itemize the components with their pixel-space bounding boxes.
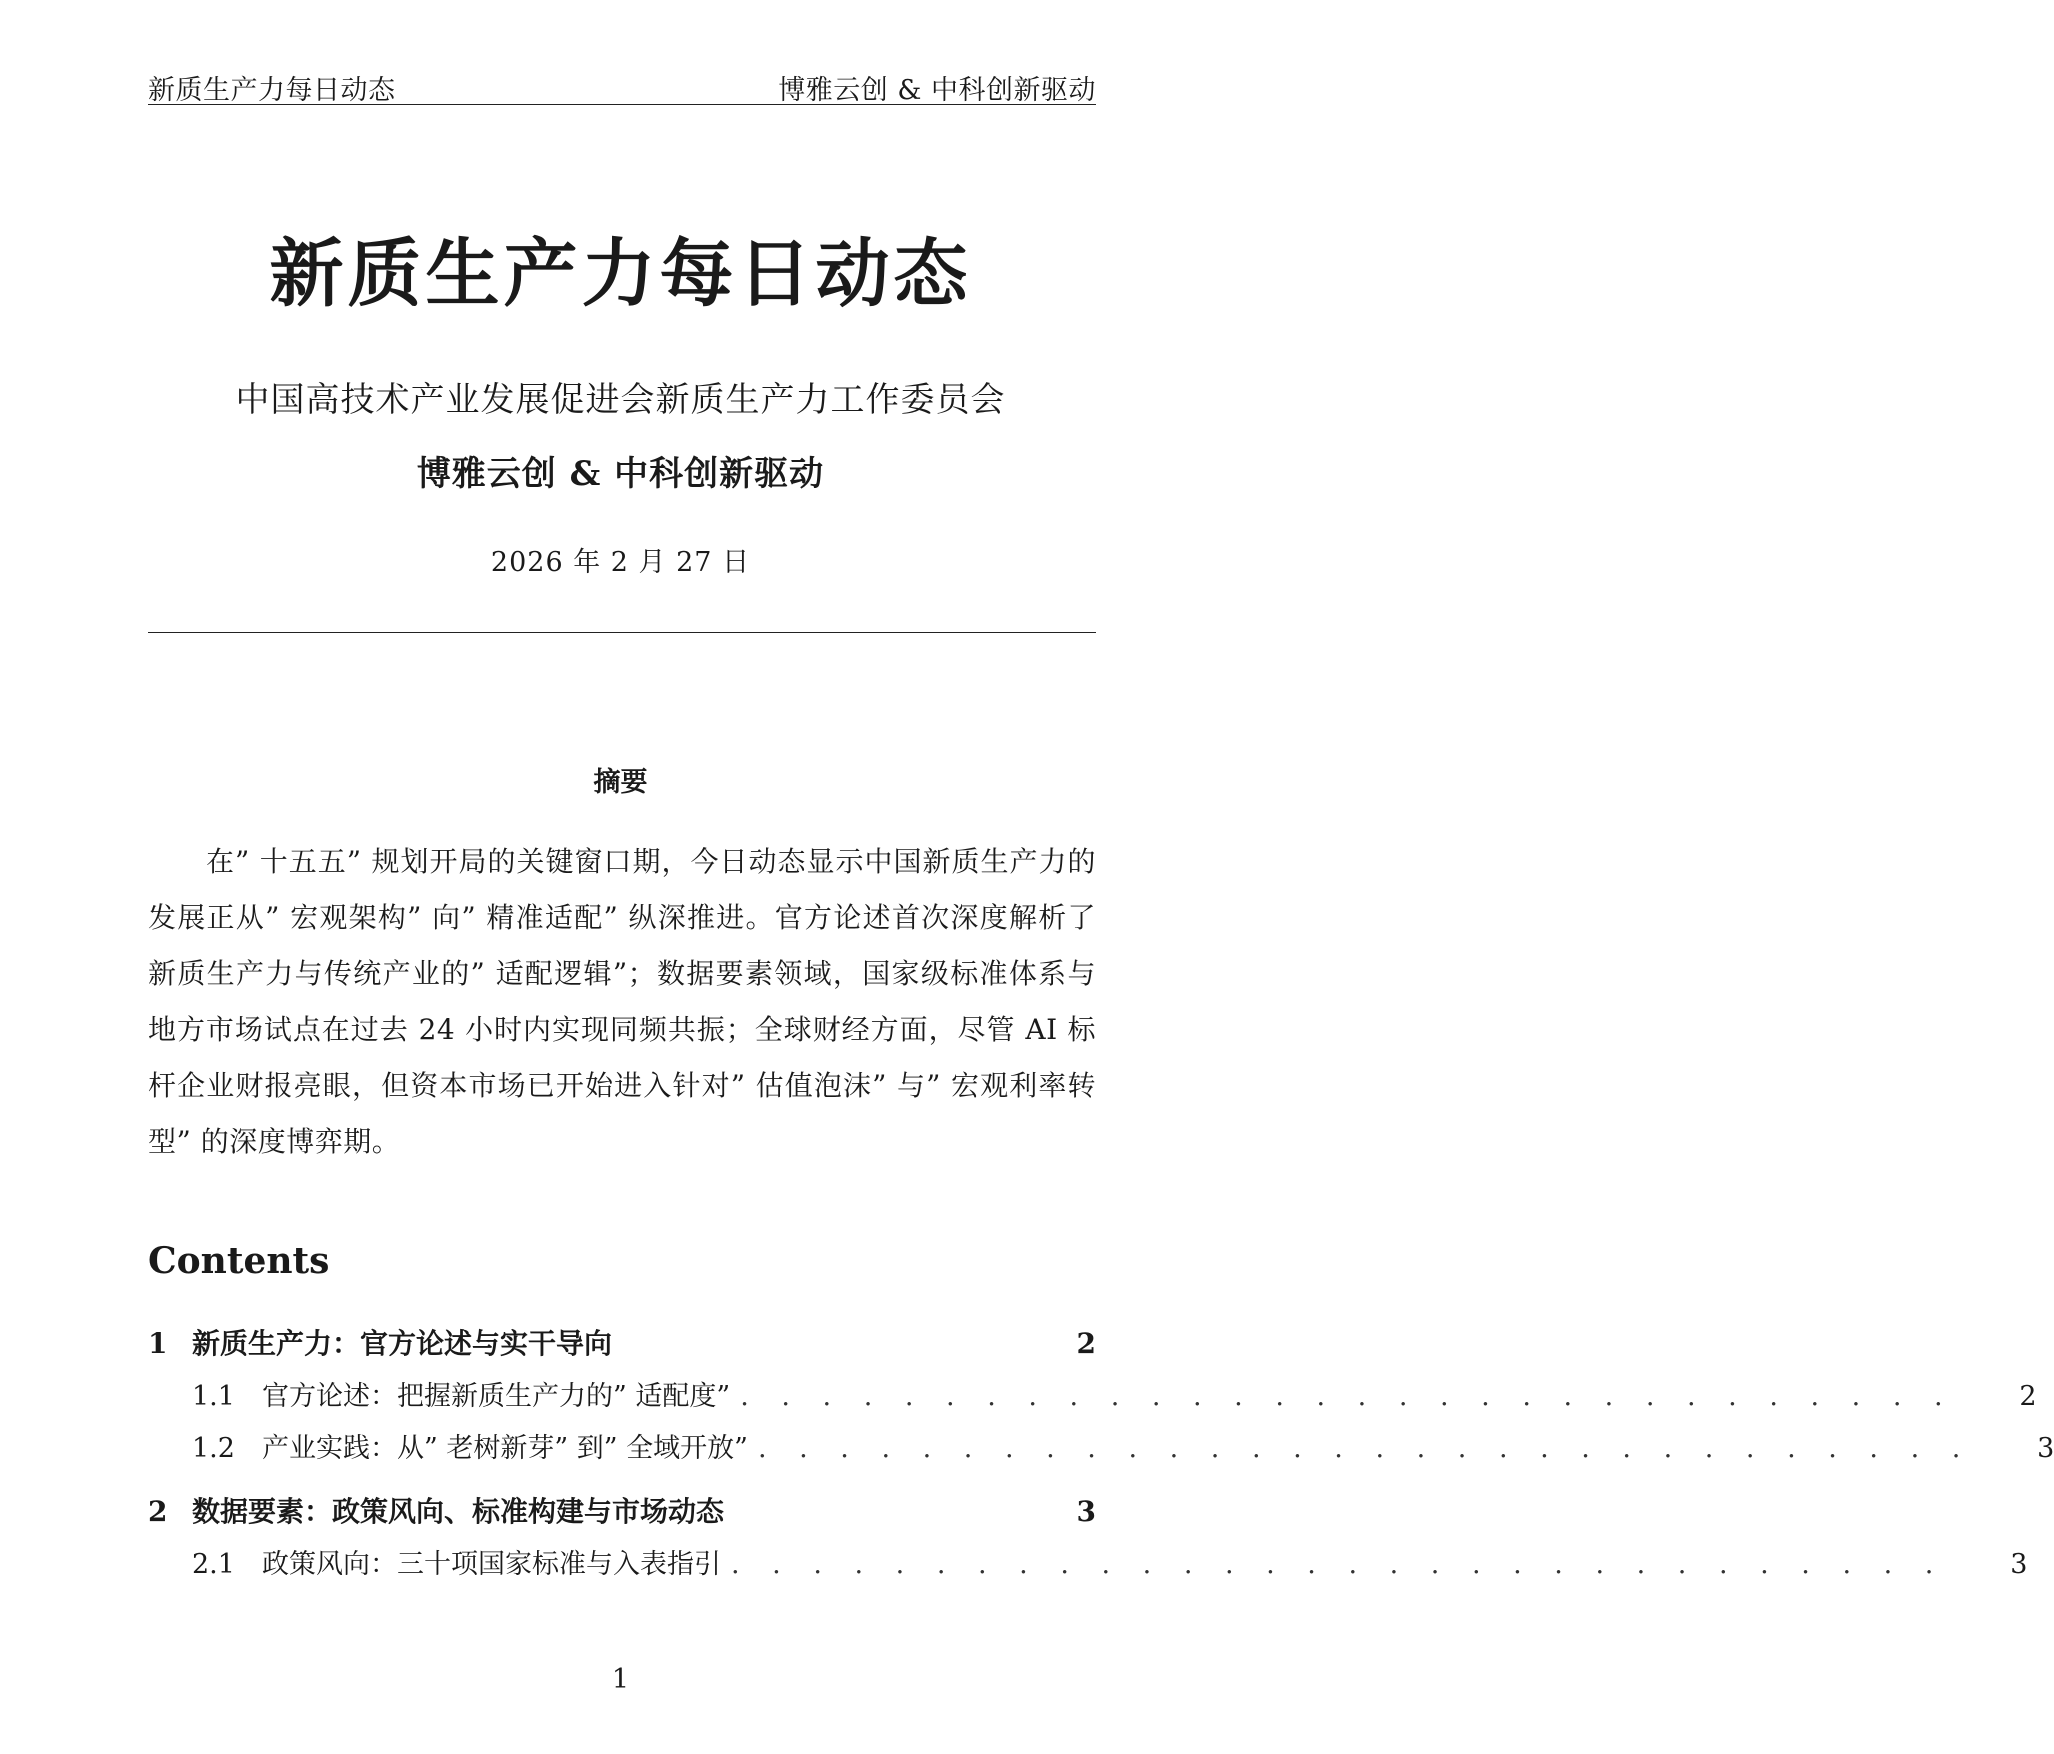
running-header bbox=[148, 64, 1096, 105]
toc-entry-page: 2 bbox=[1076, 1327, 1096, 1360]
toc-entry-number: 1.1 bbox=[192, 1381, 235, 1412]
toc-entry-title: 政策风向：三十项国家标准与入表指引 bbox=[262, 1549, 721, 1580]
toc-entry-section-1-2[interactable] bbox=[148, 1426, 2054, 1466]
toc-entry-title: 新质生产力：官方论述与实干导向 bbox=[192, 1327, 613, 1360]
toc-entry-number: 2 bbox=[148, 1495, 168, 1528]
toc-leader-dots: . . . . . . . . . . . . . . . . . . . . . . . . . . . . . . bbox=[757, 1433, 1973, 1464]
abstract-text: 在” 十五五” 规划开局的关键窗口期，今日动态显示中国新质生产力的发展正从” 宏观架构” 向” 精准适配” 纵深推进。官方论述首次深度解析了新质生产力与传统产业的” 适配逻辑”；数据要素领域，国家级标准体系与地方市场试点在过去 24 小时内实现同频共振；全球财经方面，尽管 AI 标杆企业财报亮眼，但资本市场已开始进入针对” 估值泡沫” 与” 宏观利率转型” 的深度博弈期。 bbox=[148, 845, 1096, 1158]
partner-names: 博雅云创 & 中科创新驱动 bbox=[416, 454, 825, 494]
header-left-title: 新质生产力每日动态 bbox=[148, 75, 396, 106]
toc-entry-number: 1 bbox=[148, 1327, 168, 1360]
toc-entry-section-1-1[interactable] bbox=[148, 1374, 2037, 1414]
toc-entry-page: 3 bbox=[2010, 1549, 2028, 1580]
toc-entry-section-2[interactable] bbox=[148, 1490, 1096, 1530]
toc-entry-page: 2 bbox=[2019, 1381, 2037, 1412]
toc-entry-number: 2.1 bbox=[192, 1549, 235, 1580]
toc-entry-title: 产业实践：从” 老树新芽” 到” 全域开放” bbox=[262, 1433, 748, 1464]
page-number: 1 bbox=[611, 1664, 630, 1695]
toc-entry-page: 3 bbox=[1076, 1495, 1096, 1528]
toc-entry-section-1[interactable] bbox=[148, 1322, 1096, 1362]
toc-entry-number: 1.2 bbox=[192, 1433, 235, 1464]
toc-entry-title: 官方论述：把握新质生产力的” 适配度” bbox=[262, 1381, 731, 1412]
abstract-heading: 摘要 bbox=[593, 767, 648, 798]
toc-entry-section-2-1[interactable] bbox=[148, 1542, 2028, 1582]
title-divider bbox=[148, 632, 1096, 633]
toc-leader-dots: . . . . . . . . . . . . . . . . . . . . . . . . . . . . . . bbox=[740, 1381, 1955, 1412]
header-right-partners: 博雅云创 & 中科创新驱动 bbox=[778, 75, 1096, 106]
publication-date: 2026 年 2 月 27 日 bbox=[490, 547, 751, 578]
toc-entry-page: 3 bbox=[2037, 1433, 2054, 1464]
toc-leader-dots: . . . . . . . . . . . . . . . . . . . . . . . . . . . . . . bbox=[731, 1549, 1946, 1580]
contents-heading: Contents bbox=[148, 1240, 330, 1282]
document-title: 新质生产力每日动态 bbox=[269, 231, 972, 317]
toc-entry-title: 数据要素：政策风向、标准构建与市场动态 bbox=[192, 1495, 725, 1528]
organization-name: 中国高技术产业发展促进会新质生产力工作委员会 bbox=[235, 380, 1006, 420]
